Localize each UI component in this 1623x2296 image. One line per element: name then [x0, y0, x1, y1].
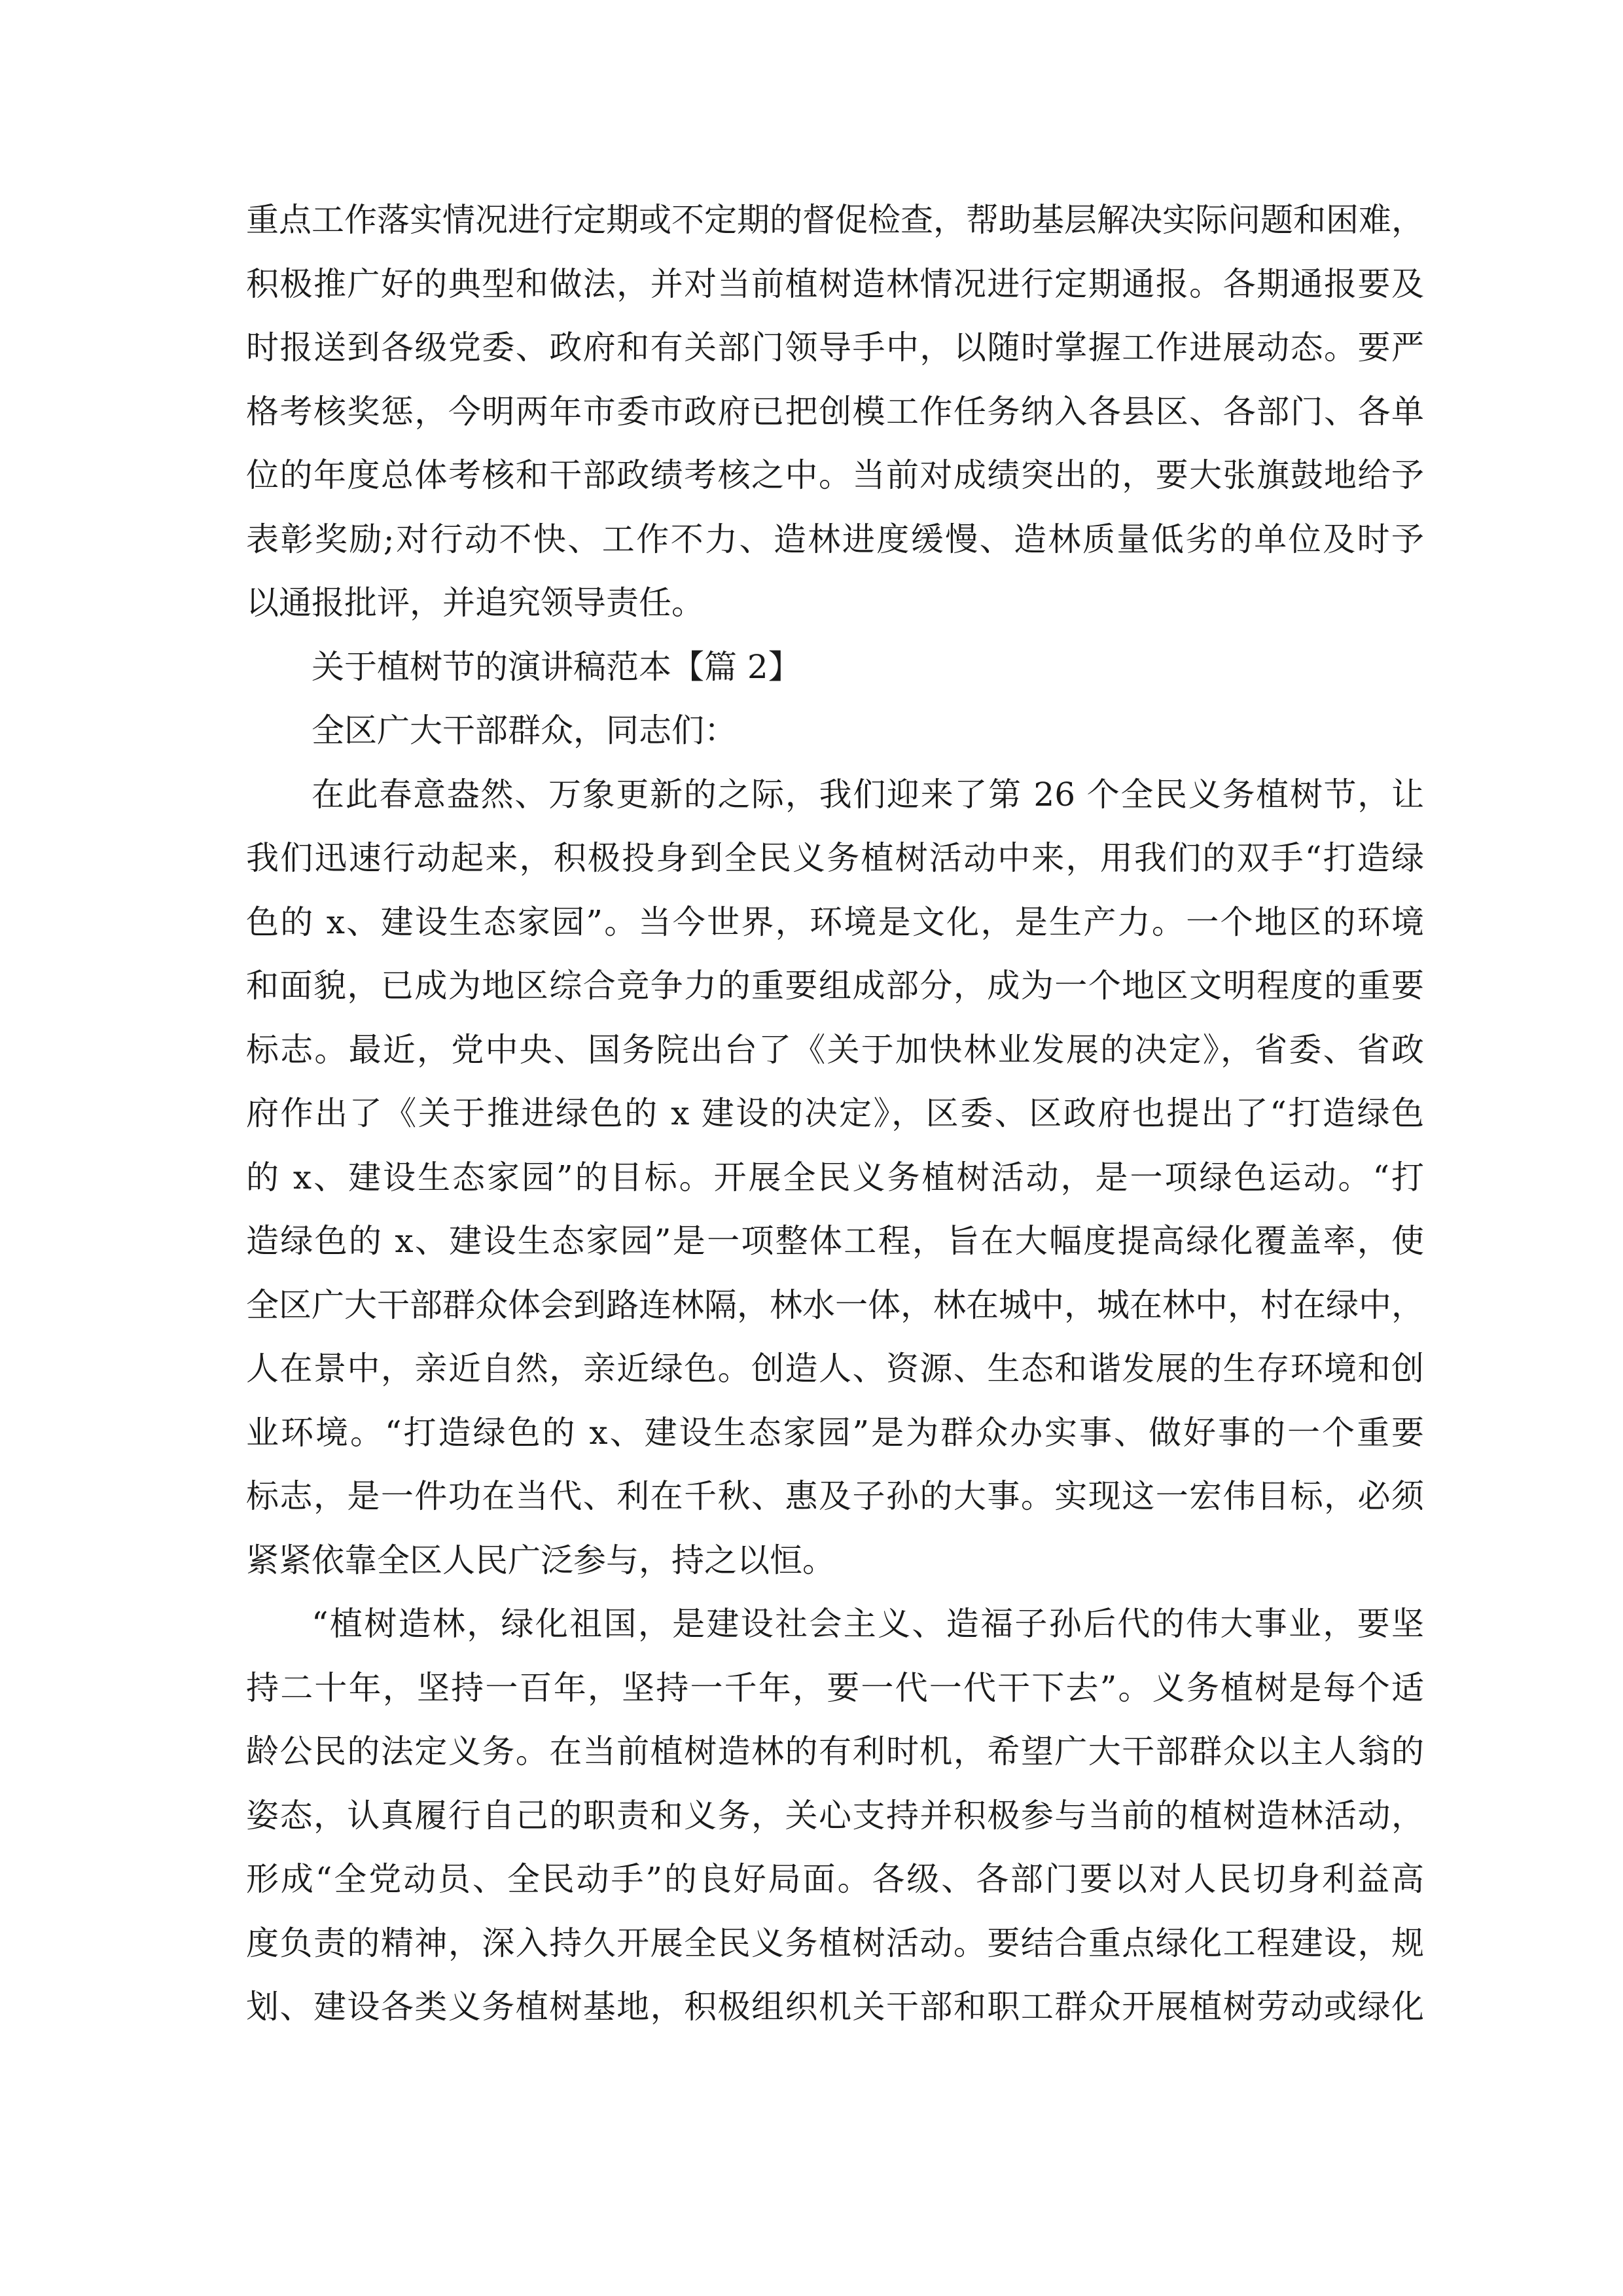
- text-line: 积极推广好的典型和做法，并对当前植树造林情况进行定期通报。各期通报要及: [246, 264, 1424, 303]
- text-line: 表彰奖励;对行动不快、工作不力、造林进度缓慢、造林质量低劣的单位及时予: [246, 520, 1424, 558]
- text-line: 的 x、建设生态家园”的目标。开展全民义务植树活动，是一项绿色运动。“打: [246, 1158, 1424, 1196]
- text-line: 在此春意盎然、万象更新的之际，我们迎来了第 26 个全民义务植树节，让: [312, 775, 1424, 814]
- text-line: 划、建设各类义务植树基地，积极组织机关干部和职工群众开展植树劳动或绿化: [246, 1988, 1424, 2026]
- paragraph: [246, 1592, 1424, 2039]
- text-line: 度负责的精神，深入持久开展全民义务植树活动。要结合重点绿化工程建设，规: [246, 1924, 1424, 1962]
- text-line: 持二十年，坚持一百年，坚持一千年，要一代一代干下去”。义务植树是每个适: [246, 1668, 1424, 1707]
- document-body: [246, 188, 1424, 2039]
- text-line: 格考核奖惩，今明两年市委市政府已把创模工作任务纳入各县区、各部门、各单: [246, 392, 1424, 431]
- text-line: 人在景中，亲近自然，亲近绿色。创造人、资源、生态和谐发展的生存环境和创: [246, 1350, 1424, 1388]
- text-line: 我们迅速行动起来，积极投身到全民义务植树活动中来，用我们的双手“打造绿: [246, 839, 1424, 877]
- text-line: 紧紧依靠全区人民广泛参与，持之以恒。: [246, 1541, 835, 1579]
- text-line: 龄公民的法定义务。在当前植树造林的有利时机，希望广大干部群众以主人翁的: [246, 1732, 1424, 1770]
- text-line: 色的 x、建设生态家园”。当今世界，环境是文化，是生产力。一个地区的环境: [246, 903, 1424, 941]
- text-line: 府作出了《关于推进绿色的 x 建设的决定》，区委、区政府也提出了“打造绿色: [246, 1094, 1424, 1132]
- text-line: 标志，是一件功在当代、利在千秋、惠及子孙的大事。实现这一宏伟目标，必须: [246, 1477, 1424, 1515]
- text-line: “植树造林，绿化祖国，是建设社会主义、造福子孙后代的伟大事业，要坚: [312, 1605, 1424, 1643]
- text-line: 以通报批评，并追究领导责任。: [246, 584, 704, 622]
- text-line: 标志。最近，党中央、国务院出台了《关于加快林业发展的决定》，省委、省政: [246, 1030, 1424, 1069]
- text-line: 位的年度总体考核和干部政绩考核之中。当前对成绩突出的，要大张旗鼓地给予: [246, 456, 1424, 494]
- text-line: 形成“全党动员、全民动手”的良好局面。各级、各部门要以对人民切身利益高: [246, 1860, 1424, 1898]
- text-line: 姿态，认真履行自己的职责和义务，关心支持并积极参与当前的植树造林活动，: [246, 1796, 1424, 1835]
- text-line: 时报送到各级党委、政府和有关部门领导手中，以随时掌握工作进展动态。要严: [246, 329, 1424, 367]
- salutation-line: 全区广大干部群众，同志们：: [312, 711, 737, 749]
- paragraph: [246, 763, 1424, 1593]
- text-line: 造绿色的 x、建设生态家园”是一项整体工程，旨在大幅度提高绿化覆盖率，使: [246, 1222, 1424, 1260]
- text-line: 重点工作落实情况进行定期或不定期的督促检查，帮助基层解决实际问题和困难，: [246, 201, 1424, 239]
- text-line: 全区广大干部群众体会到路连林隔，林水一体，林在城中，城在林中，村在绿中，: [246, 1285, 1424, 1324]
- salutation: [246, 699, 1424, 763]
- section-heading: [246, 636, 1424, 700]
- paragraph-continuation: [246, 188, 1424, 636]
- heading-line: 关于植树节的演讲稿范本【篇 2】: [312, 647, 801, 686]
- text-line: 和面貌，已成为地区综合竞争力的重要组成部分，成为一个地区文明程度的重要: [246, 967, 1424, 1005]
- text-line: 业环境。“打造绿色的 x、建设生态家园”是为群众办实事、做好事的一个重要: [246, 1413, 1424, 1452]
